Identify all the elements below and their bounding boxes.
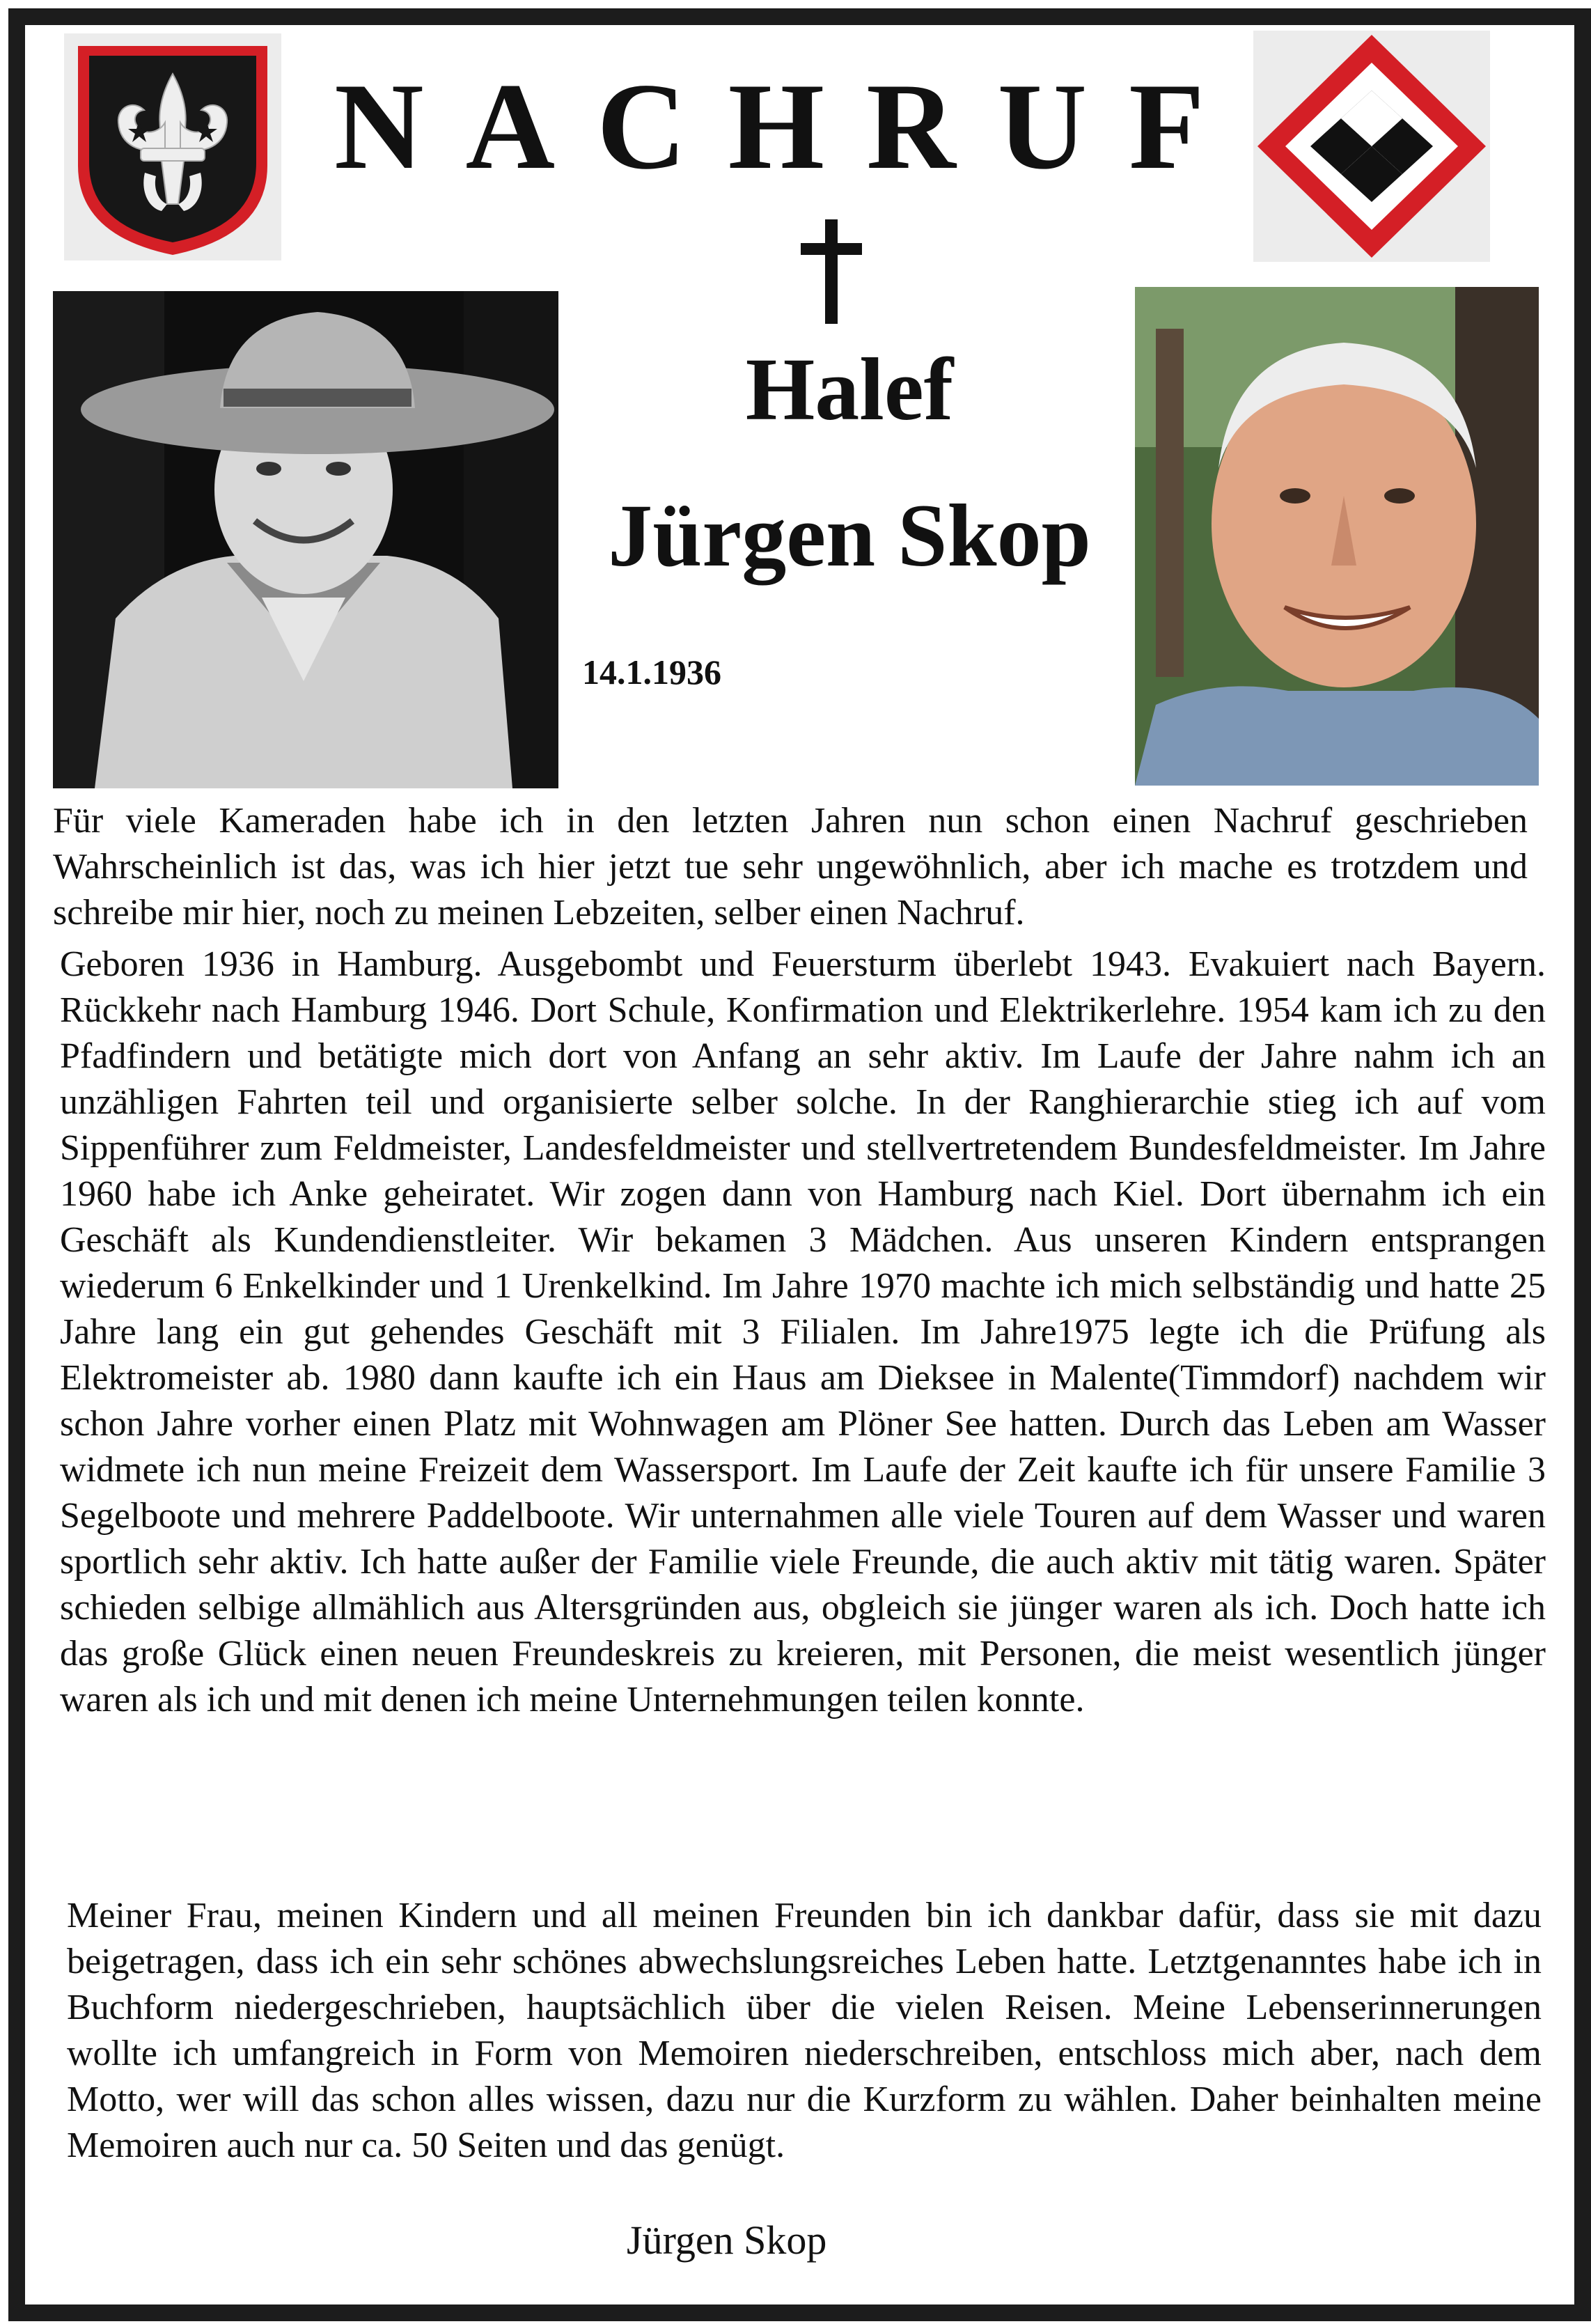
closing-paragraph: Meiner Frau, meinen Kindern und all meinen Freunden bin ich dankbar dafür, dass sie mit dazu beigetragen, dass ich ein sehr schönes abwechslungsreiches Leben hatte. Letztgenanntes habe ich in Buchform niedergeschrieben, hauptsächlich über die vielen Reisen. Meine Lebenserinnerungen wollte ich umfangreich in Form von Memoiren niederschreiben, entschloss mich aber, nach dem Motto, wer will das schon alles wissen, dazu nur die Kurzform zu wählen. Daher beinhalten meine Memoiren auch nur ca. 50 Seiten und das genügt.	[67, 1896, 1542, 2165]
young-scout-photo	[53, 291, 558, 788]
intro-paragraph: Für viele Kameraden habe ich in den letzten Jahren nun schon einen Nachruf geschrieben Wahrscheinlich ist das, was ich hier jetzt tue sehr ungewöhnlich, aber ich mache es trotzdem und schreibe mir hier, noch zu meinen Lebzeiten, selber einen Nachruf.	[53, 801, 1528, 933]
signature: Jürgen Skop	[627, 2217, 827, 2263]
birth-date: 14.1.1936	[582, 653, 721, 692]
page-title: NACHRUF	[334, 57, 1246, 195]
cross-icon	[801, 219, 862, 324]
elderly-man-photo	[1135, 287, 1539, 786]
biography-paragraph: Geboren 1936 in Hamburg. Ausgebombt und Feuersturm überlebt 1943. Evakuiert nach Bayern. Rückkehr nach Hamburg 1946. Dort Schule, Konfirmation und Elektrikerlehre. 1954 kam ich zu den Pfadfindern und betätigte mich dort von Anfang an sehr aktiv. Im Laufe der Jahre nahm ich an unzähligen Fahrten teil und organisierte selber solche. In der Ranghierarchie stieg ich auf vom Sippenführer zum Feldmeister, Landesfeldmeister und stellvertretendem Bundesfeldmeister. Im Jahre 1960 habe ich Anke geheiratet. Wir zogen dann von Hamburg nach Kiel. Dort übernahm ich ein Geschäft als Kundendienstleiter. Wir bekamen 3 Mädchen. Aus unseren Kindern entsprangen wiederum 6 Enkelkinder und 1 Urenkelkind. Im Jahre 1970 machte ich mich selbständig und hatte 25 Jahre lang ein gut gehendes Geschäft mit 3 Filialen. Im Jahre1975 legte ich die Prüfung als Elektromeister ab. 1980 dann kaufte ich ein Haus am Dieksee in Malente(Timmdorf) nachdem wir schon Jahre vorher einen Platz mit Wohnwagen am Plöner See hatten. Durch das Leben am Wasser widmete ich nun meine Freizeit dem Wassersport. Im Laufe der Zeit kaufte ich für unsere Familie 3 Segelboote und mehrere Paddelboote. Wir unternahmen alle viele Touren auf dem Wasser und waren sportlich sehr aktiv. Ich hatte außer der Familie viele Freunde, die auch aktiv mit tätig waren. Später schieden selbige allmählich aus Altersgründen aus, obgleich sie jünger waren als ich. Doch hatte ich das große Glück einen neuen Freundeskreis zu kreieren, mit Personen, die meist wesentlich jünger waren als ich und mit denen ich meine Unternehmungen teilen konnte.	[60, 944, 1546, 1719]
person-nickname: Halef	[745, 340, 954, 439]
scout-badge-icon	[64, 33, 281, 260]
diamond-emblem-icon	[1253, 31, 1490, 262]
person-name: Jürgen Skop	[608, 486, 1091, 585]
